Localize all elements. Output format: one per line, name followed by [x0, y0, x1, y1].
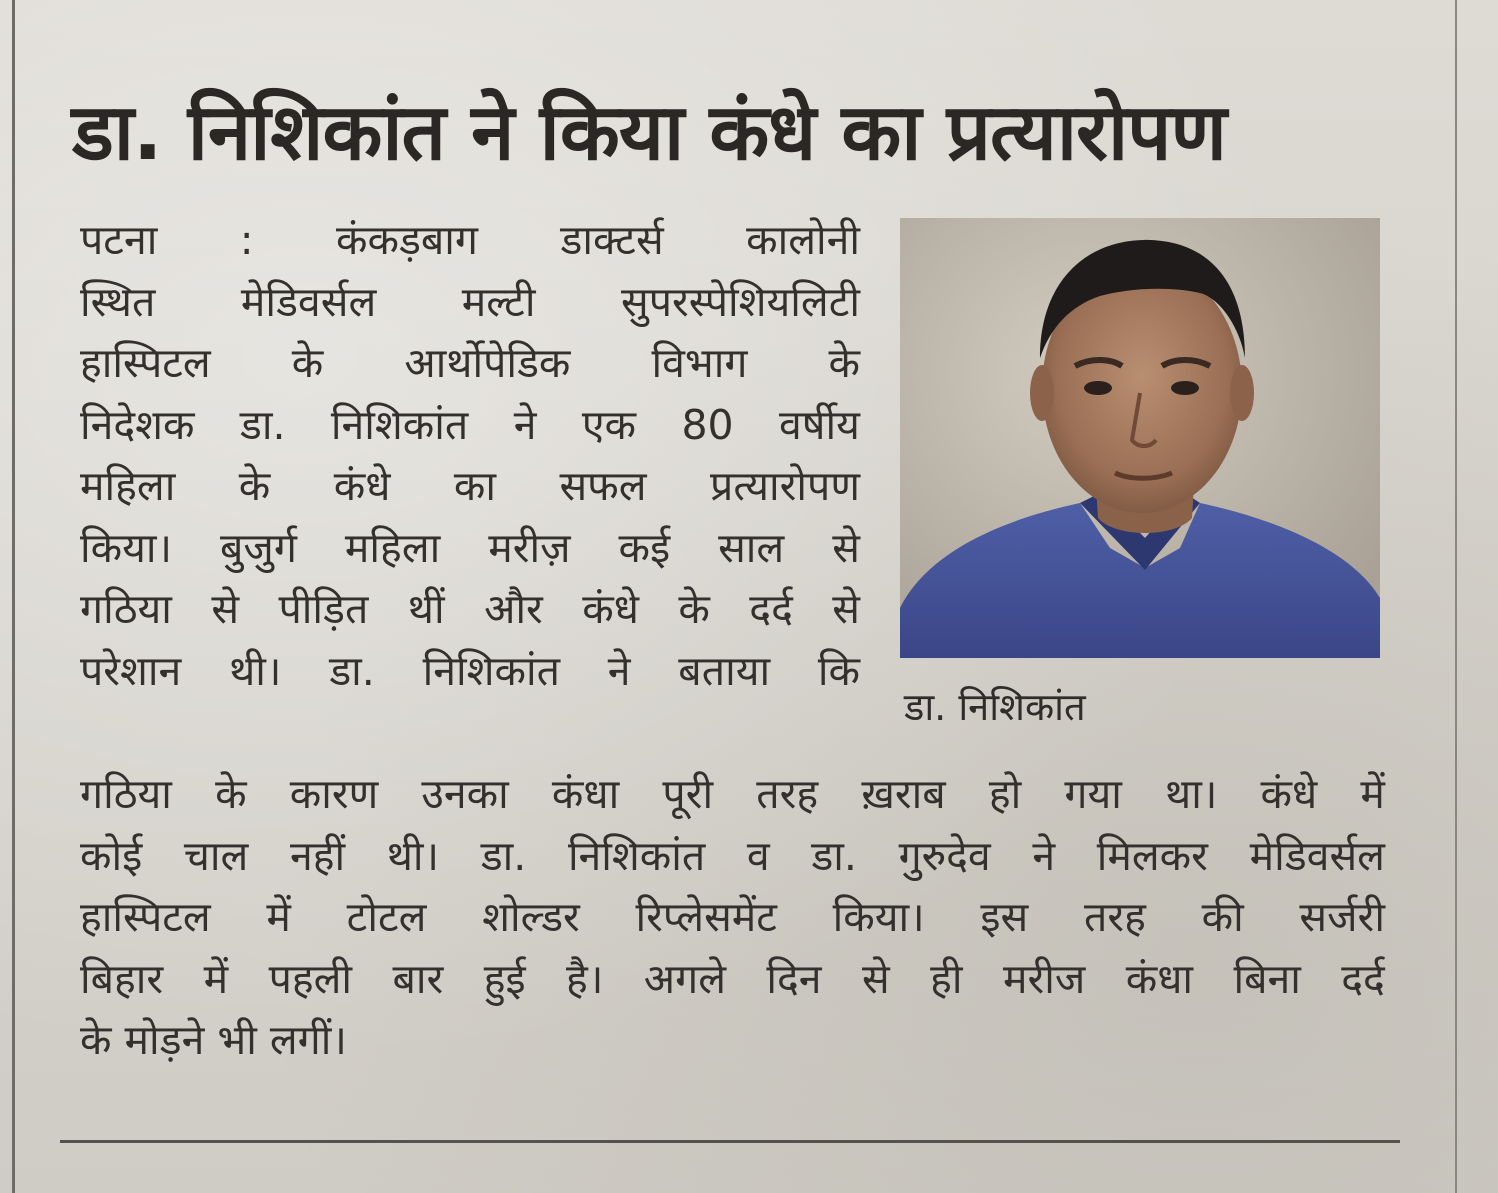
- word: में: [203, 954, 229, 1003]
- word: चाल: [183, 831, 249, 880]
- word: 80: [681, 400, 734, 449]
- word: साल: [718, 523, 785, 572]
- word: मरीज़: [488, 523, 571, 572]
- word: बुजुर्ग: [220, 523, 297, 572]
- word: हो: [988, 770, 1022, 818]
- word: है।: [566, 954, 604, 1003]
- text-line: [80, 333, 860, 395]
- word: हास्पिटल: [80, 893, 211, 941]
- word: और: [484, 585, 543, 633]
- word: सुपरस्पेशियलिटी: [621, 277, 860, 326]
- word: मेडिवर्सल: [1249, 831, 1385, 880]
- word: के: [215, 770, 247, 818]
- word: किया।: [80, 523, 173, 572]
- text-line: [80, 579, 860, 641]
- word: ने: [1032, 831, 1056, 880]
- word: का: [453, 462, 496, 510]
- word: कई: [618, 523, 671, 572]
- word: :: [239, 216, 254, 264]
- word: डा.: [329, 646, 375, 695]
- word: शोल्डर: [482, 893, 580, 941]
- word: डा.: [811, 831, 857, 880]
- word: व: [746, 831, 770, 880]
- text-line: [80, 395, 860, 457]
- word: में: [266, 893, 291, 941]
- word: वर्षीय: [779, 400, 860, 449]
- word: गया: [1064, 770, 1122, 818]
- word: ही: [930, 954, 963, 1003]
- word: तरह: [756, 770, 819, 818]
- word: बिना: [1233, 954, 1301, 1003]
- word: कंधा: [551, 770, 620, 818]
- word: हुई: [483, 954, 526, 1003]
- word: ख़राब: [861, 770, 946, 818]
- word: विभाग: [651, 339, 748, 387]
- text-line: [80, 949, 1385, 1011]
- word: की: [1201, 893, 1244, 941]
- left-column-rule: [12, 0, 15, 1193]
- word: एक: [581, 400, 637, 449]
- photo-caption: डा. निशिकांत: [904, 685, 1086, 729]
- word: थीं: [407, 585, 445, 633]
- word: गठिया: [80, 770, 172, 818]
- word: के: [238, 462, 271, 510]
- word: से: [211, 585, 240, 633]
- word: ने: [513, 400, 537, 449]
- word: प्रत्यारोपण: [710, 462, 860, 510]
- bottom-rule: [60, 1140, 1400, 1143]
- article-column-text: [80, 210, 860, 702]
- word: से: [862, 954, 890, 1003]
- word: निशिकांत: [567, 831, 706, 880]
- word: पूरी: [662, 770, 714, 818]
- word: महिला: [344, 523, 441, 572]
- text-line: [80, 641, 860, 703]
- word: कारण: [289, 770, 379, 818]
- word: कोई: [80, 831, 143, 880]
- word: मरीज: [1002, 954, 1086, 1003]
- word: बिहार: [80, 954, 164, 1003]
- word: परेशान: [80, 646, 182, 695]
- word: निदेशक: [80, 400, 195, 449]
- word: थी।: [386, 831, 440, 880]
- word: में: [1360, 770, 1385, 818]
- word: अगले: [643, 954, 726, 1003]
- word: के: [678, 585, 710, 633]
- word: किया।: [832, 893, 925, 941]
- word: मल्टी: [461, 277, 536, 326]
- word: निशिकांत: [330, 400, 469, 449]
- word: दर्द: [1341, 954, 1385, 1003]
- word: इस: [980, 893, 1029, 941]
- word: के: [828, 339, 860, 387]
- word: आर्थोपेडिक: [404, 339, 571, 387]
- word: सफल: [559, 462, 647, 510]
- text-line: [80, 826, 1385, 888]
- word: बताया: [678, 646, 771, 695]
- word: ने: [607, 646, 631, 695]
- word: निशिकांत: [422, 646, 560, 695]
- word: कालोनी: [746, 216, 860, 264]
- word: हास्पिटल: [80, 339, 211, 387]
- word: सर्जरी: [1299, 893, 1385, 941]
- word: रिप्लेसमेंट: [635, 893, 777, 941]
- word: स्थित: [80, 277, 156, 326]
- text-line: [80, 764, 1385, 826]
- word: उनका: [421, 770, 509, 818]
- word: गुरुदेव: [898, 831, 991, 880]
- word: कंधे: [333, 462, 391, 510]
- word: दिन: [766, 954, 822, 1003]
- word: दर्द: [749, 585, 793, 633]
- word: तरह: [1083, 893, 1146, 941]
- word: कि: [817, 646, 860, 695]
- word: टोटल: [346, 893, 427, 941]
- word: से: [832, 585, 860, 633]
- word: डाक्टर्स: [560, 216, 664, 264]
- doctor-photo: [900, 218, 1380, 658]
- word: थी।: [229, 646, 282, 695]
- word: के: [291, 339, 324, 387]
- right-column-rule: [1455, 0, 1457, 1193]
- word: कंधे: [582, 585, 639, 633]
- word: डा.: [239, 400, 286, 449]
- word: कंधे: [1260, 770, 1318, 818]
- text-line: [80, 887, 1385, 949]
- word: पहली: [268, 954, 353, 1003]
- word: कंधा: [1125, 954, 1194, 1003]
- word: मिलकर: [1096, 831, 1208, 880]
- word: था।: [1165, 770, 1218, 818]
- text-line: [80, 518, 860, 580]
- word: बार: [392, 954, 444, 1003]
- text-last-line: के मोड़ने भी लगीं।: [80, 1016, 347, 1064]
- word: पीड़ित: [278, 585, 369, 633]
- word: मेडिवर्सल: [240, 277, 377, 326]
- article-headline: डा. निशिकांत ने किया कंधे का प्रत्यारोपण: [72, 88, 1226, 178]
- word: पटना: [80, 216, 158, 264]
- word: गठिया: [80, 585, 172, 633]
- word: से: [832, 523, 860, 572]
- word: नहीं: [289, 831, 346, 880]
- article-full-width-text: [80, 764, 1385, 1072]
- text-line: [80, 210, 860, 272]
- word: डा.: [480, 831, 527, 880]
- word: महिला: [80, 462, 176, 510]
- text-line: [80, 456, 860, 518]
- word: कंकड़बाग: [335, 216, 478, 264]
- text-line: [80, 272, 860, 334]
- doctor-portrait-image: [900, 218, 1380, 658]
